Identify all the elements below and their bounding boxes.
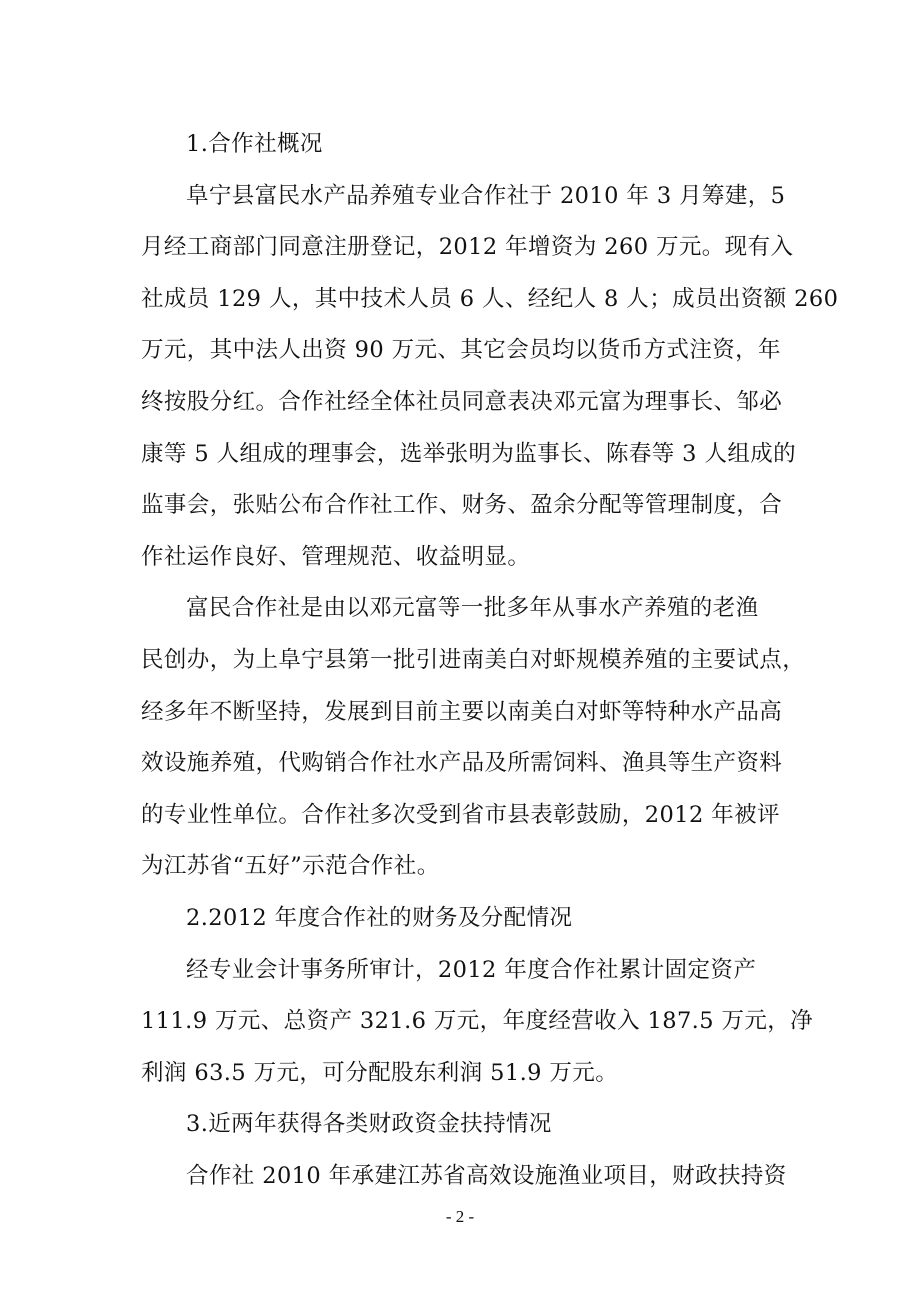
paragraph-2-line-3: 经多年不断坚持，发展到目前主要以南美白对虾等特种水产品高 (141, 698, 783, 725)
paragraph-1-line-6: 康等 5 人组成的理事会，选举张明为监事长、陈春等 3 人组成的 (141, 440, 797, 467)
paragraph-1-line-3: 社成员 129 人，其中技术人员 6 人、经纪人 8 人；成员出资额 260 (141, 285, 839, 312)
section-heading-3: 3.近两年获得各类财政资金扶持情况 (186, 1111, 552, 1138)
paragraph-4-line-1: 合作社 2010 年承建江苏省高效设施渔业项目，财政扶持资 (186, 1162, 787, 1189)
paragraph-1-line-5: 终按股分红。合作社经全体社员同意表决邓元富为理事长、邹必 (141, 388, 783, 415)
paragraph-1-line-1: 阜宁县富民水产品养殖专业合作社于 2010 年 3 月筹建，5 (186, 182, 786, 209)
page-number: - 2 - (445, 1207, 475, 1226)
paragraph-2-line-5: 的专业性单位。合作社多次受到省市县表彰鼓励，2012 年被评 (141, 801, 780, 828)
paragraph-1-line-2: 月经工商部门同意注册登记，2012 年增资为 260 万元。现有入 (141, 234, 794, 261)
document-body (141, 124, 839, 1207)
section-heading-2: 2.2012 年度合作社的财务及分配情况 (186, 904, 573, 931)
paragraph-1-line-4: 万元，其中法人出资 90 万元、其它会员均以货币方式注资，年 (141, 337, 781, 364)
paragraph-2-line-2: 民创办，为上阜宁县第一批引进南美白对虾规模养殖的主要试点， (141, 646, 806, 673)
paragraph-3-line-1: 经专业会计事务所审计，2012 年度合作社累计固定资产 (186, 956, 757, 983)
paragraph-1-line-8: 作社运作良好、管理规范、收益明显。 (141, 543, 531, 570)
paragraph-3-line-2: 111.9 万元、总资产 321.6 万元，年度经营收入 187.5 万元，净 (141, 1008, 814, 1035)
paragraph-1-line-7: 监事会，张贴公布合作社工作、财务、盈余分配等管理制度，合 (141, 492, 783, 519)
paragraph-2-line-1: 富民合作社是由以邓元富等一批多年从事水产养殖的老渔 (186, 595, 759, 622)
paragraph-3-line-3: 利润 63.5 万元，可分配股东利润 51.9 万元。 (141, 1059, 619, 1086)
paragraph-2-line-4: 效设施养殖，代购销合作社水产品及所需饲料、渔具等生产资料 (141, 750, 783, 777)
section-heading-1: 1.合作社概况 (186, 131, 323, 157)
paragraph-2-line-6: 为江苏省“五好”示范合作社。 (141, 853, 440, 880)
